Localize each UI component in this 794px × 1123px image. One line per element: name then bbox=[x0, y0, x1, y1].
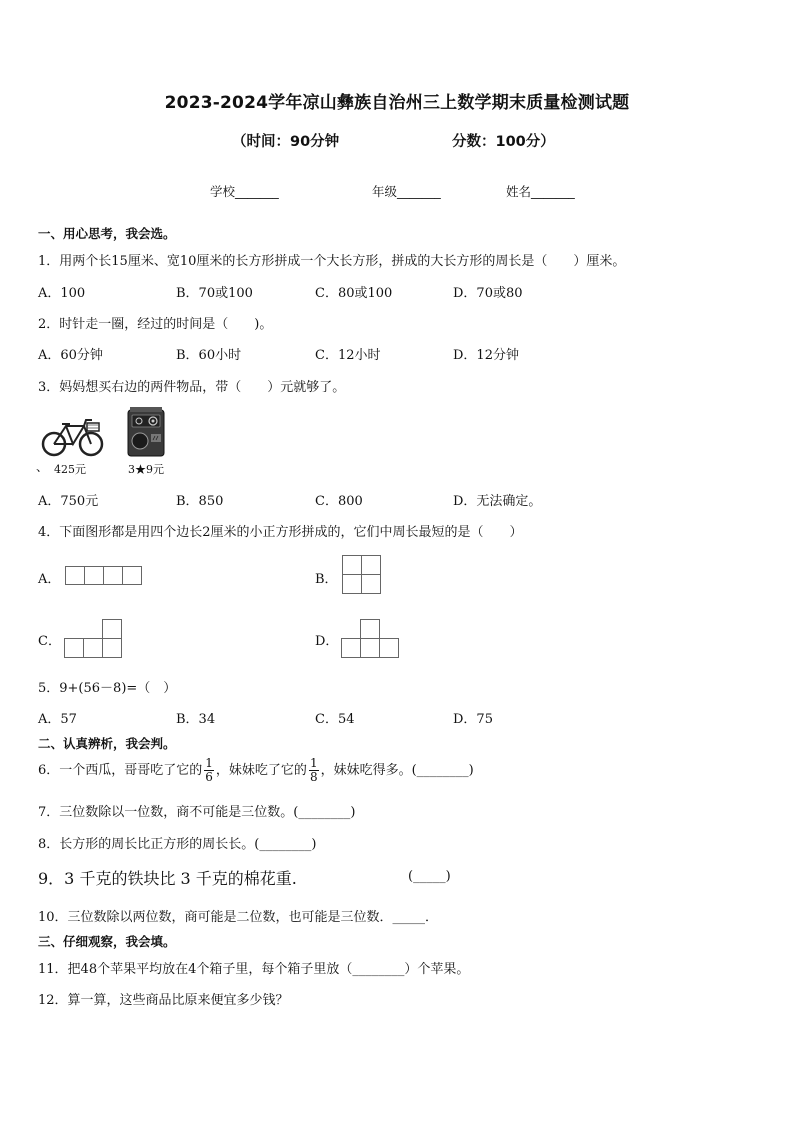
q9-answer-blank: (_____) bbox=[408, 869, 451, 884]
question-10: 10．三位数除以两位数，商可能是二位数，也可能是三位数．_____． bbox=[38, 910, 439, 925]
exam-time: （时间：90分钟 bbox=[232, 134, 340, 150]
q5-option-b: B．34 bbox=[176, 712, 216, 727]
question-2: 2．时针走一圈，经过的时间是（ )。 bbox=[38, 317, 273, 332]
fraction-one-eighth bbox=[309, 757, 319, 784]
q6-part-1: 6．一个西瓜，哥哥吃了它的 bbox=[38, 763, 203, 778]
school-field: 学校_______ bbox=[210, 184, 279, 199]
q2-option-c: C．12小时 bbox=[315, 348, 381, 363]
question-1: 1．用两个长15厘米、宽10厘米的长方形拼成一个大长方形，拼成的大长方形的周长是（ ）厘米。 bbox=[38, 254, 626, 269]
question-5: 5．9+(56－8)=（ ） bbox=[38, 681, 177, 696]
section-3-heading: 三、仔细观察，我会填。 bbox=[38, 934, 176, 949]
q3-option-d: D．无法确定。 bbox=[453, 494, 542, 509]
q6-part-3: ，妹妹吃得多。(________) bbox=[320, 763, 474, 778]
question-6 bbox=[38, 756, 474, 786]
q5-option-c: C．54 bbox=[315, 712, 355, 727]
q5-option-d: D．75 bbox=[453, 712, 493, 727]
bicycle-icon bbox=[40, 414, 106, 460]
q4-option-b: B． bbox=[315, 572, 338, 587]
question-8: 8．长方形的周长比正方形的周长长。(________) bbox=[38, 837, 317, 852]
exam-score: 分数：100分） bbox=[452, 134, 555, 150]
section-2-heading: 二、认真辨析，我会判。 bbox=[38, 736, 176, 751]
q5-option-a: A．57 bbox=[38, 712, 77, 727]
q4-option-c: C． bbox=[38, 634, 61, 649]
fraction-2-denominator: 8 bbox=[309, 770, 318, 784]
question-9: 9．3 千克的铁块比 3 千克的棉花重. bbox=[38, 869, 297, 888]
q3-option-a: A．750元 bbox=[38, 494, 99, 509]
bike-price: 425元 bbox=[54, 463, 86, 476]
page-title: 2023-2024学年凉山彝族自治州三上数学期末质量检测试题 bbox=[164, 93, 630, 113]
q1-option-d: D．70或80 bbox=[453, 286, 523, 301]
fraction-2-numerator: 1 bbox=[309, 756, 318, 770]
fraction-1-denominator: 6 bbox=[205, 770, 213, 784]
question-11: 11．把48个苹果平均放在4个箱子里，每个箱子里放（________）个苹果。 bbox=[38, 962, 470, 977]
fraction-one-sixth bbox=[204, 757, 214, 784]
q1-option-a: A．100 bbox=[38, 286, 86, 301]
q1-option-c: C．80或100 bbox=[315, 286, 393, 301]
question-4: 4．下面图形都是用四个边长2厘米的小正方形拼成的，它们中周长最短的是（ ） bbox=[38, 525, 523, 540]
q4-option-d: D． bbox=[315, 634, 339, 649]
question-12: 12．算一算，这些商品比原来便宜多少钱？ bbox=[38, 993, 289, 1008]
shape-a-four-in-row bbox=[65, 566, 142, 586]
radio-price: 3★9元 bbox=[128, 463, 164, 476]
radio-icon bbox=[127, 407, 165, 457]
question-3: 3．妈妈想买右边的两件物品，带（ ）元就够了。 bbox=[38, 380, 346, 395]
grade-field: 年级_______ bbox=[372, 184, 441, 199]
q2-option-d: D．12分钟 bbox=[453, 348, 519, 363]
shape-b-two-by-two bbox=[342, 555, 382, 595]
q1-option-b: B．70或100 bbox=[176, 286, 253, 301]
question-7: 7．三位数除以一位数，商不可能是三位数。(________) bbox=[38, 805, 356, 820]
shape-d-t-shape bbox=[341, 619, 399, 659]
q3-option-c: C．800 bbox=[315, 494, 363, 509]
q6-part-2: ，妹妹吃了它的 bbox=[215, 763, 307, 778]
q3-option-b: B．850 bbox=[176, 494, 224, 509]
section-1-heading: 一、用心思考，我会选。 bbox=[38, 226, 176, 241]
q2-option-b: B．60小时 bbox=[176, 348, 242, 363]
q2-option-a: A．60分钟 bbox=[38, 348, 103, 363]
q3-mark: 、 bbox=[36, 460, 49, 474]
q4-option-a: A． bbox=[38, 572, 61, 587]
name-field: 姓名_______ bbox=[506, 184, 575, 199]
fraction-1-numerator: 1 bbox=[205, 756, 213, 770]
shape-c-l-shape bbox=[64, 619, 122, 659]
